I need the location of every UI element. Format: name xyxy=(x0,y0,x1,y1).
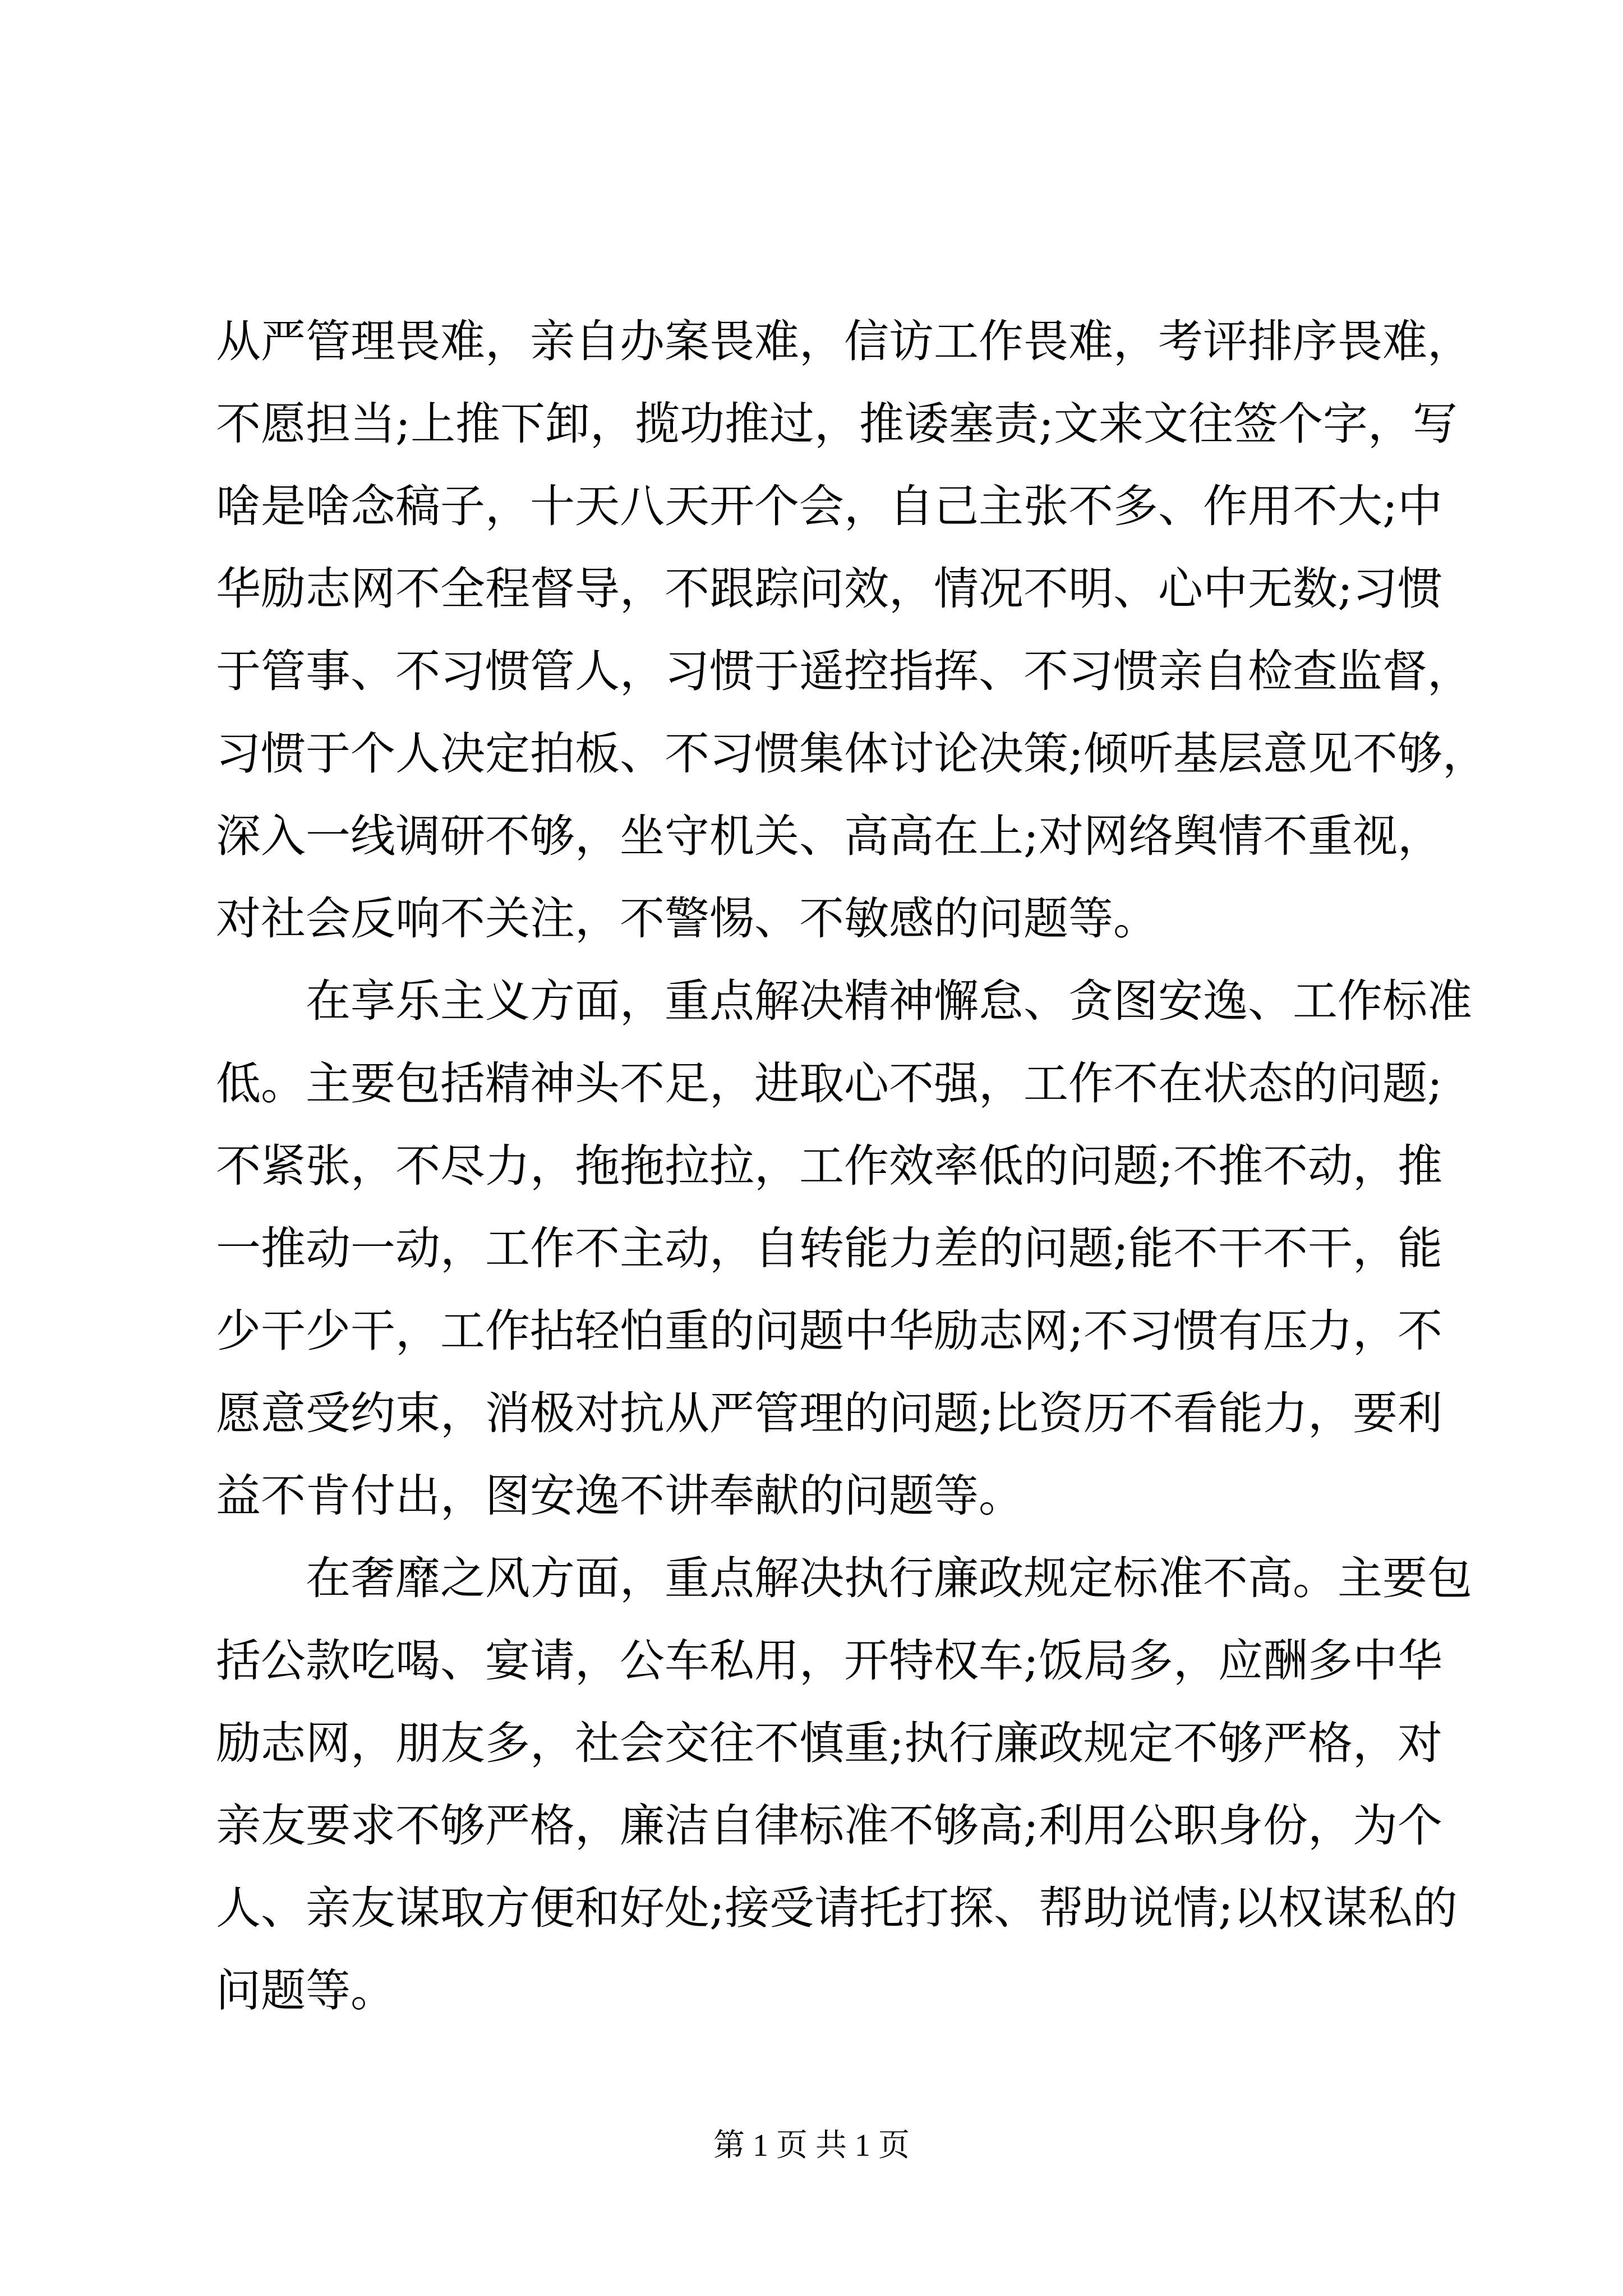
paragraph-line: 括公款吃喝、宴请，公车私用，开特权车;饭局多，应酬多中华 xyxy=(216,1635,1442,1687)
paragraph-line: 对社会反响不关注，不警惕、不敏感的问题等。 xyxy=(216,892,1158,945)
paragraph-line: 人、亲友谋取方便和好处;接受请托打探、帮助说情;以权谋私的 xyxy=(216,1882,1458,1934)
paragraph-line: 华励志网不全程督导，不跟踪问效，情况不明、心中无数;习惯 xyxy=(216,563,1442,615)
paragraph-line: 问题等。 xyxy=(216,1964,395,2017)
paragraph-line: 从严管理畏难，亲自办案畏难，信访工作畏难，考评排序畏难， xyxy=(216,315,1472,367)
paragraph-line: 亲友要求不够严格，廉洁自律标准不够高;利用公职身份，为个 xyxy=(216,1800,1442,1852)
paragraph-line: 励志网，朋友多，社会交往不慎重;执行廉政规定不够严格，对 xyxy=(216,1717,1442,1769)
document-body xyxy=(216,300,1487,2032)
paragraph-line: 不紧张，不尽力，拖拖拉拉，工作效率低的问题;不推不动，推 xyxy=(216,1140,1442,1192)
paragraph-line: 一推动一动，工作不主动，自转能力差的问题;能不干不干，能 xyxy=(216,1222,1442,1274)
paragraph-line: 不愿担当;上推下卸，揽功推过，推诿塞责;文来文往签个字，写 xyxy=(216,398,1458,450)
paragraph-line: 于管事、不习惯管人，习惯于遥控指挥、不习惯亲自检查监督， xyxy=(216,645,1472,697)
paragraph-line: 少干少干，工作拈轻怕重的问题中华励志网;不习惯有压力，不 xyxy=(216,1305,1442,1357)
paragraph-line: 深入一线调研不够，坐守机关、高高在上;对网络舆情不重视， xyxy=(216,810,1442,862)
page-footer xyxy=(0,2126,1623,2165)
paragraph-line: 在奢靡之风方面，重点解决执行廉政规定标准不高。主要包 xyxy=(306,1552,1472,1604)
paragraph-line: 低。主要包括精神头不足，进取心不强，工作不在状态的问题; xyxy=(216,1057,1442,1110)
paragraph-line: 在享乐主义方面，重点解决精神懈怠、贪图安逸、工作标准 xyxy=(306,975,1472,1027)
paragraph-line: 习惯于个人决定拍板、不习惯集体讨论决策;倾听基层意见不够， xyxy=(216,728,1487,780)
page-number-label: 第 1 页 共 1 页 xyxy=(713,2128,910,2163)
paragraph-line: 愿意受约束，消极对抗从严管理的问题;比资历不看能力，要利 xyxy=(216,1387,1442,1439)
paragraph-line: 益不肯付出，图安逸不讲奉献的问题等。 xyxy=(216,1470,1023,1522)
paragraph-line: 啥是啥念稿子，十天八天开个会，自己主张不多、作用不大;中 xyxy=(216,480,1442,532)
